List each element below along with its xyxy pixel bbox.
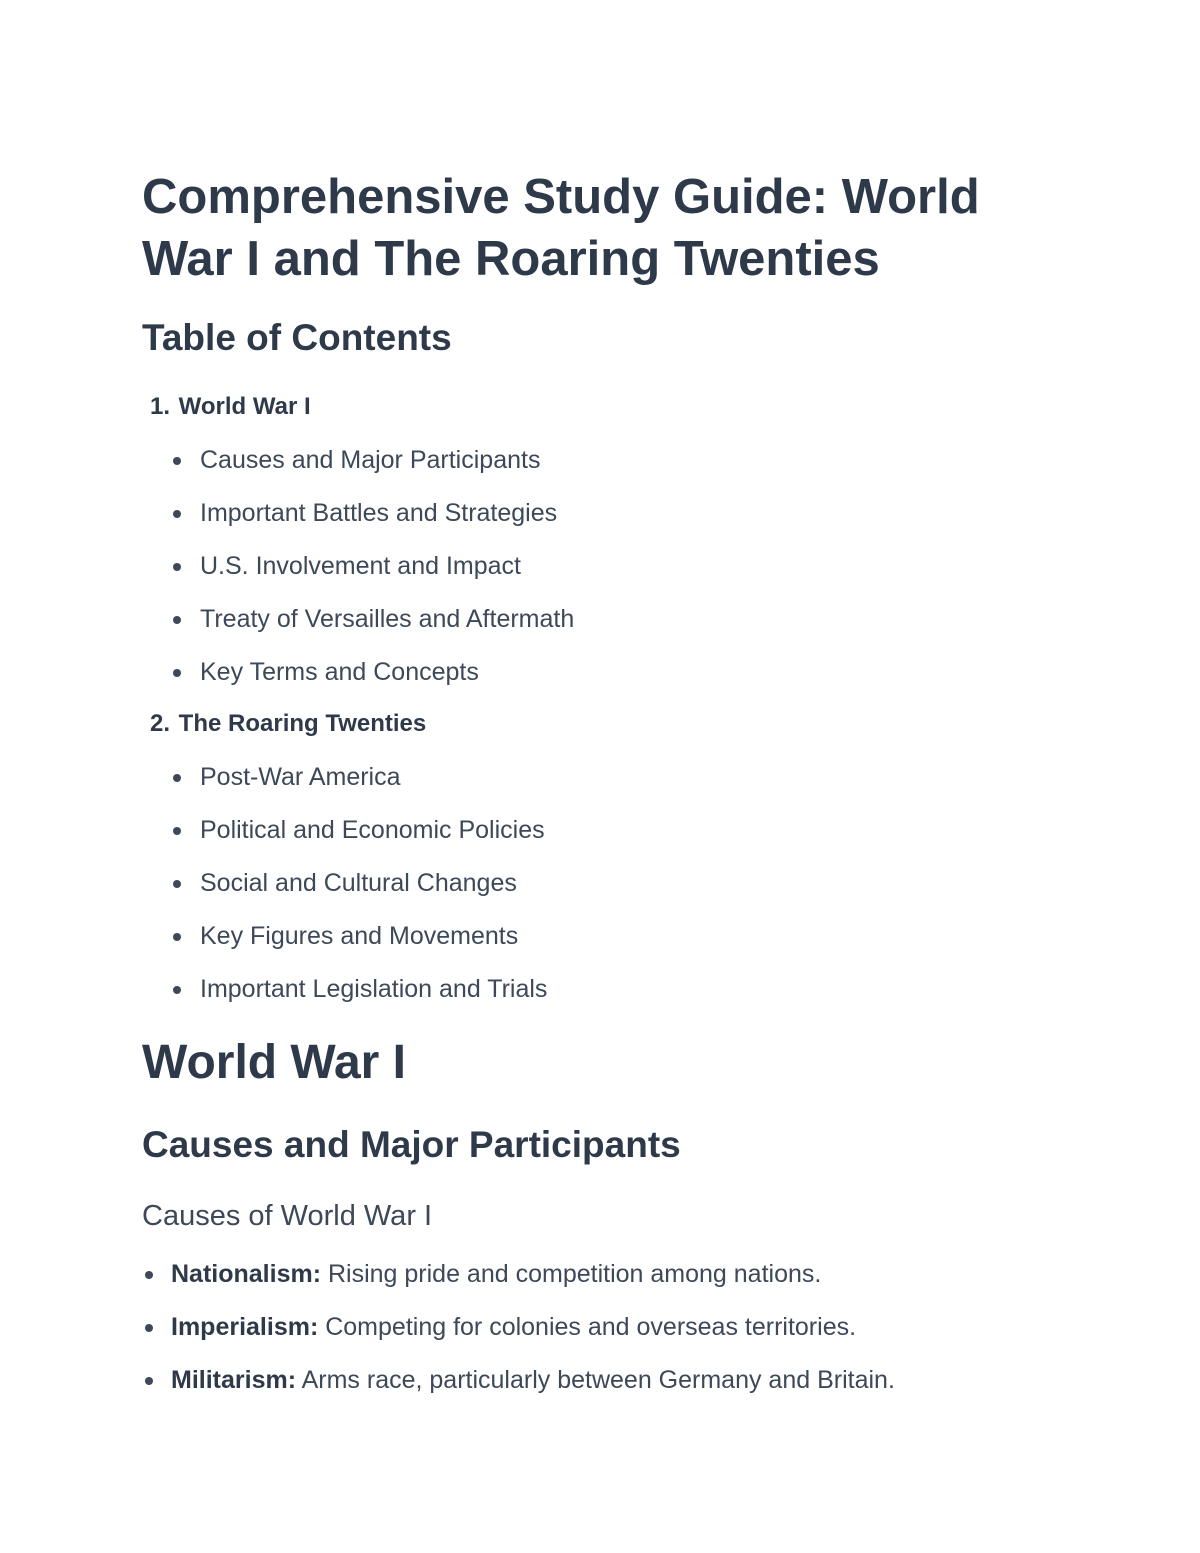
toc-item bbox=[142, 921, 1042, 974]
cause-item bbox=[142, 1258, 1062, 1311]
cause-text: Arms race, particularly between Germany and Britain. bbox=[296, 1366, 895, 1394]
toc-section-world-war-i bbox=[142, 392, 1042, 710]
cause-term: Militarism: bbox=[171, 1366, 297, 1394]
toc-item-label: Causes and Major Participants bbox=[200, 446, 541, 474]
cause-term: Imperialism: bbox=[171, 1313, 319, 1341]
bullet-icon bbox=[173, 616, 181, 624]
toc-item bbox=[142, 974, 1042, 1027]
toc-section-roaring-twenties bbox=[142, 709, 1042, 1027]
toc-item-label: Post-War America bbox=[200, 763, 401, 791]
bullet-icon bbox=[173, 457, 181, 465]
toc-item bbox=[142, 762, 1042, 815]
toc-section-title bbox=[142, 392, 1042, 422]
bullet-icon bbox=[173, 880, 181, 888]
toc-section-number: 1. bbox=[149, 393, 170, 420]
toc-item-label: Key Figures and Movements bbox=[200, 922, 519, 950]
toc-item bbox=[142, 815, 1042, 868]
toc-section-label: The Roaring Twenties bbox=[178, 710, 427, 737]
cause-item bbox=[142, 1364, 1062, 1417]
toc-section-label: World War I bbox=[178, 393, 311, 420]
document-title: Comprehensive Study Guide: World War I and The Roaring Twenties bbox=[142, 170, 980, 286]
toc-item bbox=[142, 604, 1042, 657]
toc-item bbox=[142, 868, 1042, 921]
bullet-icon bbox=[173, 933, 181, 941]
toc-item-label: Important Battles and Strategies bbox=[200, 499, 558, 527]
toc-item bbox=[142, 551, 1042, 604]
section-heading: World War I bbox=[142, 1036, 406, 1089]
toc-item-label: Key Terms and Concepts bbox=[200, 658, 479, 686]
subsection-heading: Causes and Major Participants bbox=[142, 1124, 681, 1165]
toc-item bbox=[142, 445, 1042, 498]
toc-item-label: Treaty of Versailles and Aftermath bbox=[200, 605, 575, 633]
bullet-icon bbox=[145, 1377, 153, 1385]
cause-text: Rising pride and competition among nations. bbox=[321, 1260, 822, 1288]
bullet-icon bbox=[173, 827, 181, 835]
toc-item bbox=[142, 498, 1042, 551]
toc-item-label: U.S. Involvement and Impact bbox=[200, 552, 521, 580]
bullet-icon bbox=[173, 510, 181, 518]
bullet-icon bbox=[173, 669, 181, 677]
toc-heading: Table of Contents bbox=[142, 317, 452, 358]
toc-item bbox=[142, 657, 1042, 710]
cause-term: Nationalism: bbox=[171, 1260, 322, 1288]
causes-list bbox=[142, 1258, 1062, 1417]
bullet-icon bbox=[173, 774, 181, 782]
toc-item-label: Social and Cultural Changes bbox=[200, 869, 517, 897]
toc-item-label: Political and Economic Policies bbox=[200, 816, 545, 844]
toc-sublist bbox=[142, 762, 1042, 1027]
toc-sublist bbox=[142, 445, 1042, 710]
minor-heading: Causes of World War I bbox=[142, 1200, 433, 1232]
toc-section-title bbox=[142, 709, 1042, 739]
toc-item-label: Important Legislation and Trials bbox=[200, 975, 548, 1003]
bullet-icon bbox=[173, 563, 181, 571]
cause-text: Competing for colonies and overseas territories. bbox=[318, 1313, 857, 1341]
bullet-icon bbox=[145, 1324, 153, 1332]
bullet-icon bbox=[173, 986, 181, 994]
toc-section-number: 2. bbox=[149, 710, 170, 737]
bullet-icon bbox=[145, 1271, 153, 1279]
cause-item bbox=[142, 1311, 1062, 1364]
